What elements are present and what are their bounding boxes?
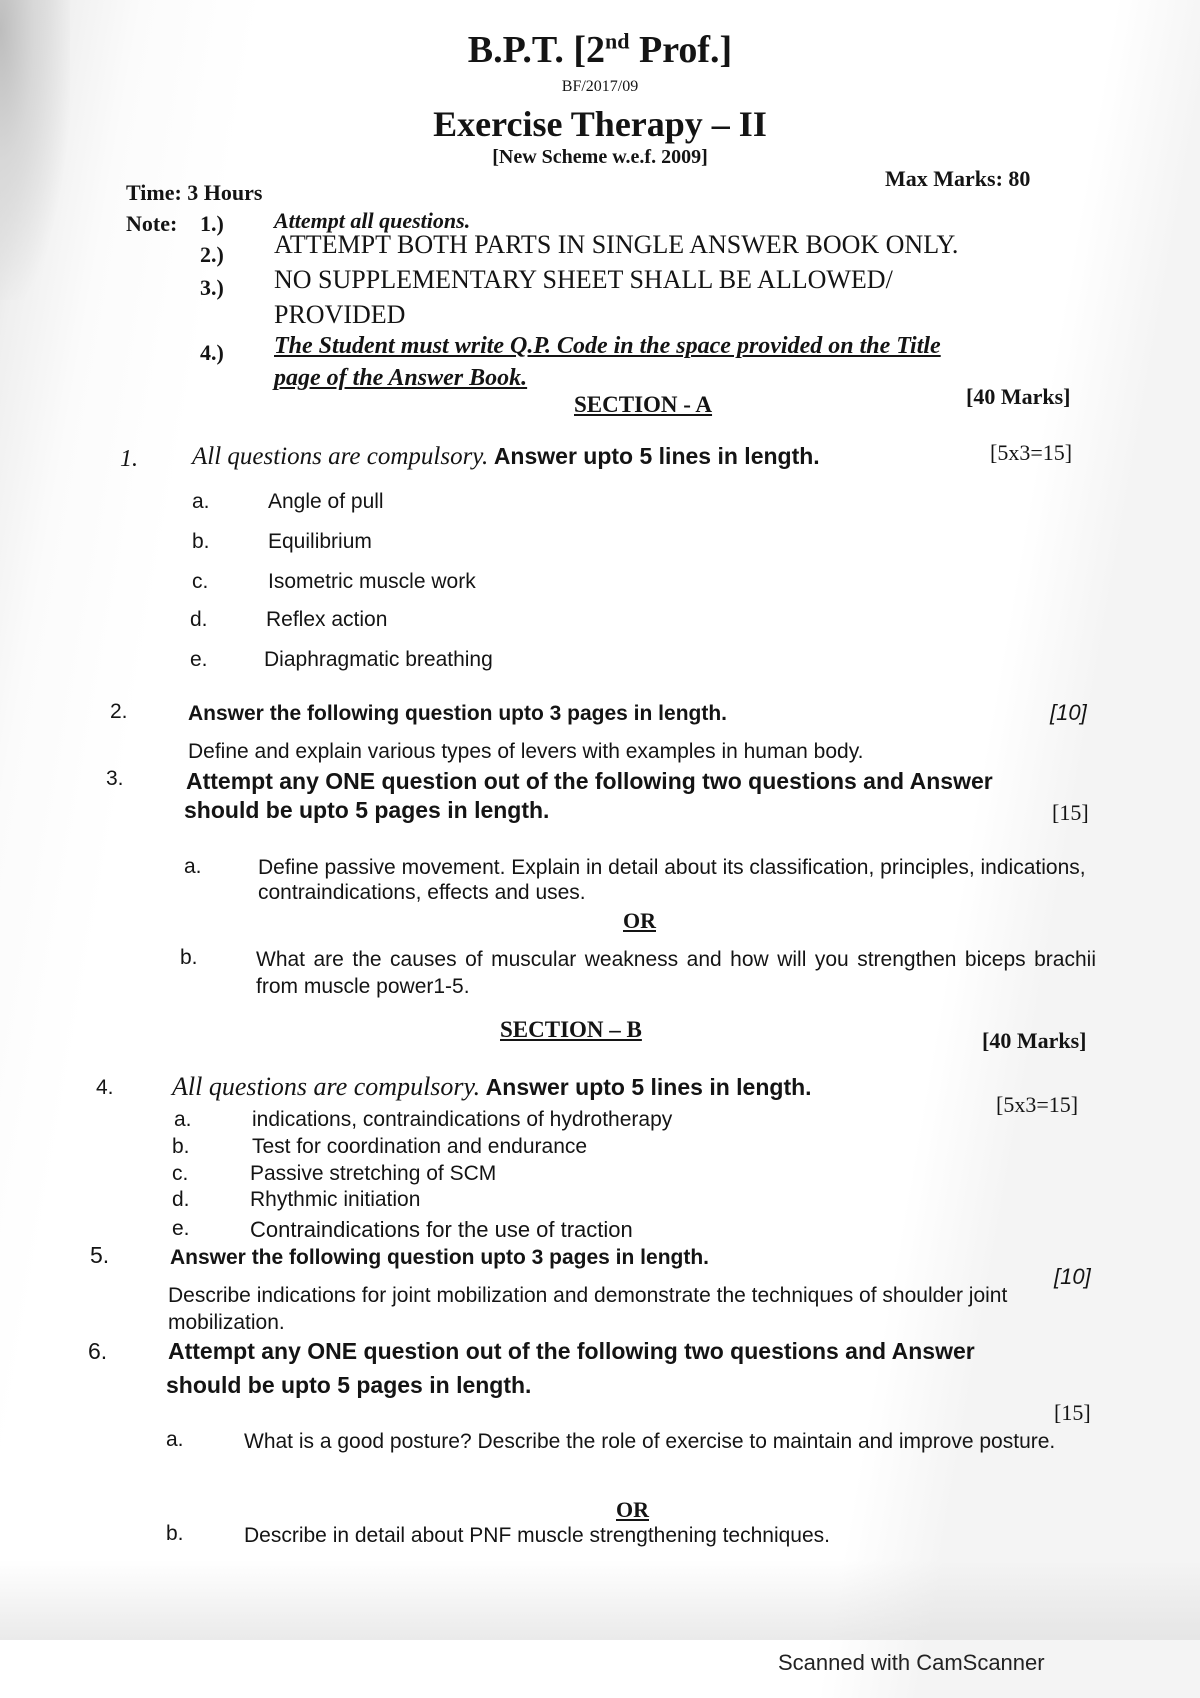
question-text: All questions are compulsory. Answer upto 5 lines in length. <box>172 1072 812 1101</box>
question-marks: [15] <box>1054 1400 1091 1425</box>
note-number: 3.) <box>200 275 224 300</box>
section-b-marks: [40 Marks] <box>982 1028 1087 1053</box>
question-body: Describe indications for joint mobilization and demonstrate the techniques of shoulder joint mobilization. <box>168 1284 1008 1334</box>
question-number: 3. <box>106 767 124 790</box>
note-text: NO SUPPLEMENTARY SHEET SHALL BE ALLOWED/ <box>274 265 893 294</box>
section-b-title: SECTION – B <box>500 1017 642 1042</box>
list-item: Passive stretching of SCM <box>250 1162 497 1185</box>
scheme-line: [New Scheme w.e.f. 2009] <box>492 146 708 168</box>
option-a-text: What is a good posture? Describe the role of exercise to maintain and improve posture. <box>244 1430 1056 1453</box>
question-number: 6. <box>88 1338 108 1364</box>
section-a-title: SECTION - A <box>574 392 713 417</box>
note-text: Attempt all questions. <box>274 208 471 233</box>
list-item: indications, contraindications of hydrotherapy <box>252 1108 673 1131</box>
item-label: a. <box>184 855 202 878</box>
list-item: Diaphragmatic breathing <box>264 648 493 671</box>
item-label: b. <box>180 946 198 969</box>
list-item: Equilibrium <box>268 530 372 553</box>
max-marks: Max Marks: 80 <box>885 166 1031 191</box>
item-label: c. <box>192 570 209 593</box>
note-text: ATTEMPT BOTH PARTS IN SINGLE ANSWER BOOK ONLY. <box>274 230 959 259</box>
question-marks: [5x3=15] <box>990 440 1073 465</box>
subject-title: Exercise Therapy – II <box>433 104 767 144</box>
list-item: Isometric muscle work <box>268 570 476 593</box>
section-a-marks: [40 Marks] <box>966 384 1071 409</box>
item-label: b. <box>192 530 210 553</box>
note-label: Note: <box>126 211 178 236</box>
question-text-continued: should be upto 5 pages in length. <box>184 797 550 823</box>
page-shadow-bottom <box>0 1560 1200 1640</box>
item-label: a. <box>166 1428 184 1451</box>
list-item: Test for coordination and endurance <box>252 1135 588 1158</box>
note-number: 1.) <box>200 211 224 236</box>
question-marks: [15] <box>1052 800 1089 825</box>
list-item: Contraindications for the use of traction <box>250 1217 633 1242</box>
item-label: b. <box>166 1522 184 1545</box>
question-number: 1. <box>120 446 138 472</box>
item-label: c. <box>172 1162 189 1185</box>
list-item: Angle of pull <box>268 490 384 513</box>
list-item: Reflex action <box>266 608 388 631</box>
scanner-watermark: Scanned with CamScanner <box>778 1650 1045 1675</box>
question-text: Answer the following question upto 3 pages in length. <box>170 1246 710 1269</box>
note-number: 2.) <box>200 242 224 267</box>
question-text: All questions are compulsory. Answer upto 5 lines in length. <box>192 443 820 470</box>
note-text-continued: PROVIDED <box>274 300 406 329</box>
or-divider: OR <box>616 1497 649 1522</box>
question-marks: [10] <box>1054 1264 1091 1289</box>
item-label: e. <box>172 1217 190 1240</box>
question-number: 5. <box>90 1242 110 1268</box>
question-text: Attempt any ONE question out of the following two questions and Answer <box>168 1338 975 1364</box>
item-label: d. <box>172 1188 190 1211</box>
question-body: Define and explain various types of levers with examples in human body. <box>188 740 864 763</box>
list-item: Rhythmic initiation <box>250 1188 421 1211</box>
item-label: d. <box>190 608 208 631</box>
time-allowed: Time: 3 Hours <box>126 180 263 205</box>
question-text-continued: should be upto 5 pages in length. <box>166 1372 532 1398</box>
question-text: Answer the following question upto 3 pages in length. <box>188 702 728 725</box>
option-a-text: Define passive movement. Explain in detail about its classification, principles, indications, contraindications, effects and uses. <box>258 856 1086 904</box>
note-text-continued: page of the Answer Book. <box>274 365 528 391</box>
question-number: 2. <box>110 700 128 723</box>
note-text: The Student must write Q.P. Code in the space provided on the Title <box>274 333 941 359</box>
question-number: 4. <box>96 1076 114 1099</box>
question-marks: [10] <box>1050 700 1087 725</box>
item-label: b. <box>172 1135 190 1158</box>
item-label: a. <box>174 1108 192 1131</box>
question-text: Attempt any ONE question out of the following two questions and Answer <box>186 768 993 794</box>
note-number: 4.) <box>200 340 224 365</box>
question-marks: [5x3=15] <box>996 1092 1079 1117</box>
option-b-text: What are the causes of muscular weakness and how will you strengthen biceps brachii from muscle power1-5. <box>256 948 1096 998</box>
option-b-text: Describe in detail about PNF muscle strengthening techniques. <box>244 1524 830 1547</box>
or-divider: OR <box>623 908 656 933</box>
item-label: e. <box>190 648 208 671</box>
item-label: a. <box>192 490 210 513</box>
exam-title: B.P.T. [2nd Prof.] <box>467 28 733 71</box>
paper-code: BF/2017/09 <box>561 78 639 95</box>
